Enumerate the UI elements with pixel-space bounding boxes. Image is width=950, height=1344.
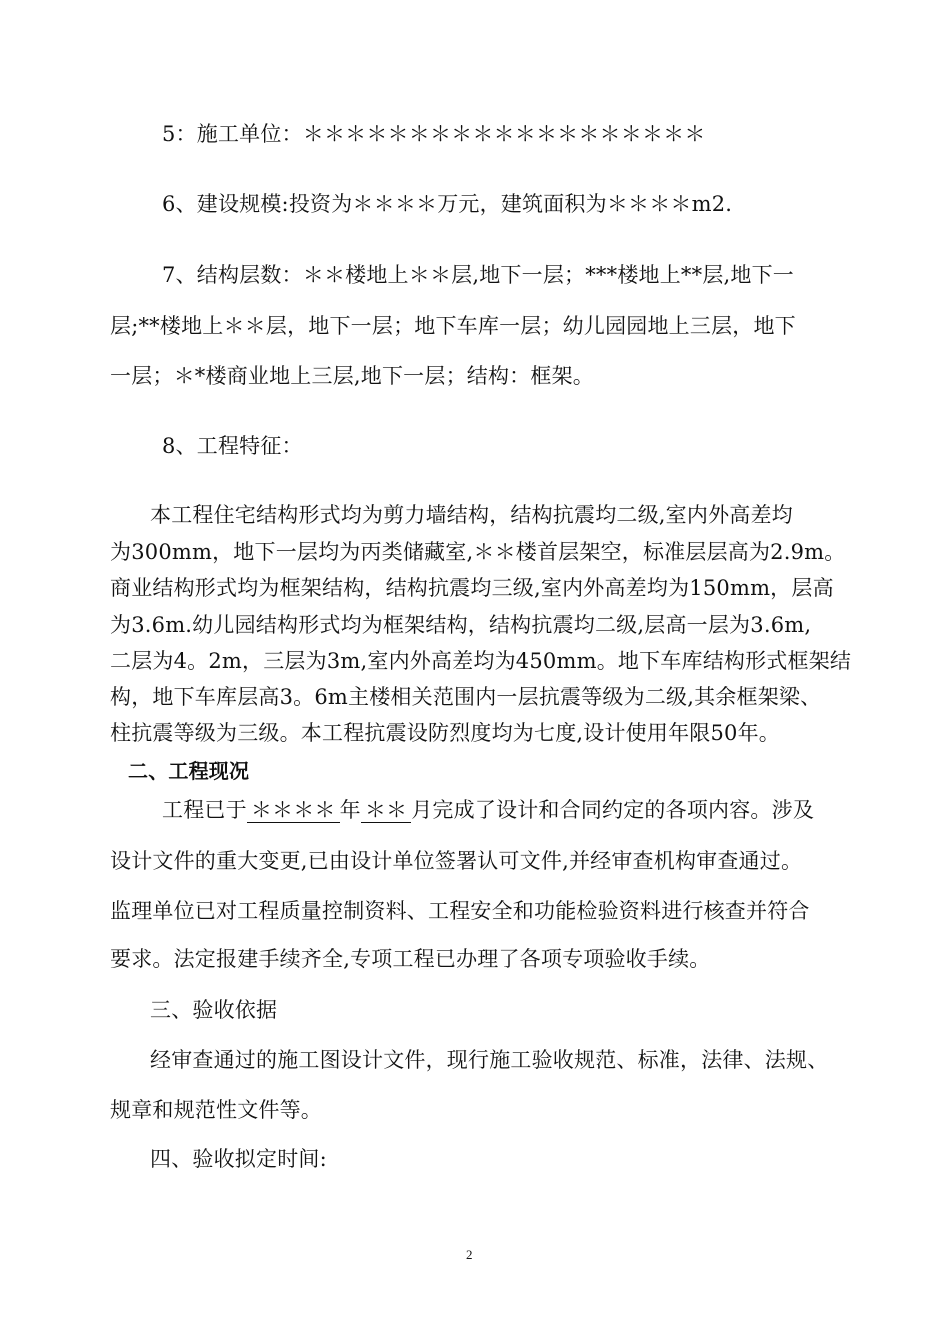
features-paragraph-line-6: 构，地下车库层高3。6m主楼相关范围内一层抗震等级为二级,其余框架梁、 bbox=[110, 685, 822, 709]
status-paragraph-line-3: 监理单位已对工程质量控制资料、工程安全和功能检验资料进行核查并符合 bbox=[110, 899, 810, 923]
features-paragraph-line-7: 柱抗震等级为三级。本工程抗震设防烈度均为七度,设计使用年限50年。 bbox=[110, 721, 780, 745]
basis-paragraph-line-2: 规章和规范性文件等。 bbox=[110, 1098, 322, 1122]
year-suffix: 年 bbox=[339, 798, 361, 822]
construction-scale-line: 6、建设规模:投资为＊＊＊＊万元，建筑面积为＊＊＊＊m2. bbox=[162, 192, 733, 216]
status-prefix: 工程已于 bbox=[162, 798, 247, 822]
features-paragraph-line-4: 为3.6m.幼儿园结构形式均为框架结构，结构抗震均二级,层高一层为3.6m, bbox=[110, 613, 812, 637]
section-heading-acceptance-time: 四、验收拟定时间: bbox=[150, 1147, 327, 1171]
section-heading-project-status: 二、工程现况 bbox=[128, 759, 250, 783]
status-paragraph-line-4: 要求。法定报建手续齐全,专项工程已办理了各项专项验收手续。 bbox=[110, 947, 711, 971]
structure-floors-line-1: 7、结构层数：＊＊楼地上＊＊层,地下一层；***楼地上**层,地下一 bbox=[162, 263, 795, 287]
features-paragraph-line-5: 二层为4。2m，三层为3m,室内外高差均为450mm。地下车库结构形式框架结 bbox=[110, 649, 852, 673]
features-paragraph-line-1: 本工程住宅结构形式均为剪力墙结构，结构抗震均二级,室内外高差均 bbox=[150, 503, 793, 527]
status-rest: 月完成了设计和合同约定的各项内容。涉及 bbox=[411, 798, 815, 822]
status-paragraph-line-2: 设计文件的重大变更,已由设计单位签署认可文件,并经审查机构审查通过。 bbox=[110, 849, 803, 873]
status-paragraph-line-1 bbox=[162, 796, 907, 824]
basis-paragraph-line-1: 经审查通过的施工图设计文件，现行施工验收规范、标准，法律、法规、 bbox=[150, 1048, 829, 1072]
structure-floors-line-2: 层;**楼地上＊＊层，地下一层；地下车库一层；幼儿园园地上三层，地下 bbox=[110, 314, 796, 338]
page-number: 2 bbox=[466, 1247, 473, 1262]
project-features-heading: 8、工程特征： bbox=[162, 434, 303, 458]
features-paragraph-line-2: 为300mm，地下一层均为丙类储藏室,＊＊楼首层架空，标准层层高为2.9m。 bbox=[110, 540, 846, 564]
features-paragraph-line-3: 商业结构形式均为框架结构，结构抗震均三级,室内外高差均为150mm，层高 bbox=[110, 576, 834, 600]
completion-year-blank: ＊＊＊＊ bbox=[247, 798, 340, 823]
construction-unit-line: 5：施工单位：＊＊＊＊＊＊＊＊＊＊＊＊＊＊＊＊＊＊＊ bbox=[162, 122, 706, 146]
structure-floors-line-3: 一层；＊*楼商业地上三层,地下一层；结构：框架。 bbox=[110, 364, 594, 388]
completion-month-blank: ＊＊ bbox=[361, 798, 411, 823]
section-heading-acceptance-basis: 三、验收依据 bbox=[150, 998, 278, 1022]
